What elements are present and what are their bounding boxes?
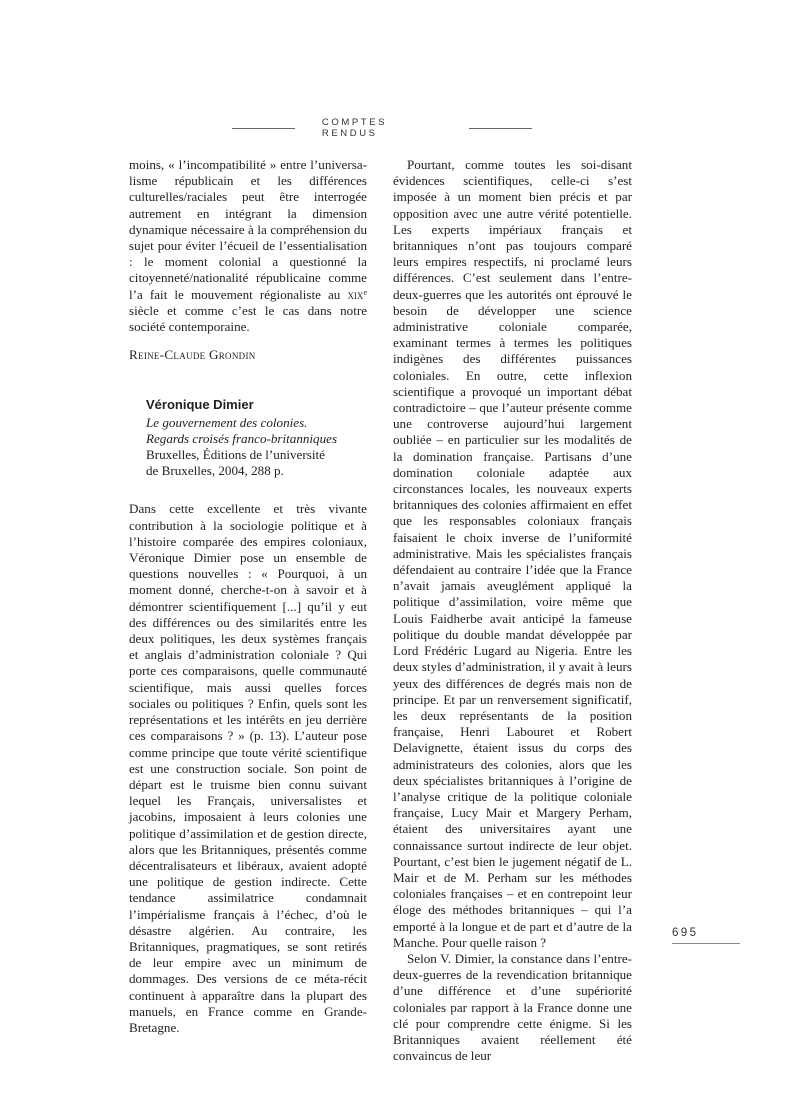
header-rule-right	[469, 128, 532, 129]
book-publisher-line: Bruxelles, Éditions de l’université	[146, 447, 325, 463]
paragraph: Pourtant, comme toutes les soi-disant évidences scientifiques, celle-ci s’est imposée à un moment bien précis et par opposition avec une autre vérité potentielle. Les experts impériaux français et britanniques n’ont pas toujours comparé leurs empires respectifs, ni proclamé leurs différences. C’est seulement dans l’entre-deux-guerres que les autorités ont éprouvé le besoin de développer une science administrative coloniale comparée, examinant termes à termes les politiques indigènes des différentes puissances coloniales. En outre, cette inflexion scientifique a provoqué un important débat contradictoire – que l’auteur présente comme une controverse aujourd’hui largement oubliée – en particulier sur les modalités de la domination française. Partisans d’une domination coloniale adaptée aux circonstances locales, les nouveaux experts britanniques des colonies affirmaient en effet que les responsables coloniaux français faisaient le choix inverse de l’uniformité administrative. Mais les spécialistes français défendaient au contraire l’idée que la France n’avait jamais aveuglément appliqué la politique d’assimilation, voire même que Louis Faidherbe avait anticipé la fameuse politique du double mandat développée par Lord Frédéric Lugard au Nigeria. Entre les deux styles d’administration, il y avait à leurs yeux des différences de degrés mais non de principe. Et par un renversement significatif, les deux représentants de la position française, Henri Labouret et Robert Delavignette, étaient issus du corps des administrateurs des colonies, alors que les deux spécialistes britanniques à l’origine de l’analyse critique de la politique coloniale française, Lucy Mair et Margery Perham, étaient des universitaires ayant une connaissance surtout indirecte de leur objet. Pourtant, c’est bien le jugement négatif de L. Mair et de M. Perham sur les méthodes coloniales françaises – et en contrepoint leur éloge des méthodes britanniques – qui l’a emporté à la longue et de part et d’autre de la Manche. Pour quelle raison ?	[393, 157, 632, 950]
text-run: siècle et comme c’est le cas dans notre société contemporaine.	[129, 302, 367, 335]
header-rule-left	[232, 128, 295, 129]
book-subtitle-line: Regards croisés franco-britanniques	[146, 430, 338, 446]
page-number-rule	[672, 943, 740, 944]
left-column	[129, 157, 367, 1036]
book-title-line: Le gouvernement des colonies.	[146, 414, 308, 430]
page-number-text: 695	[672, 927, 699, 939]
century-numeral: xix	[347, 286, 364, 302]
page-number	[672, 927, 740, 944]
superscript: e	[363, 287, 367, 297]
text-run: moins, « l’incompatibilité » entre l’universa-lisme républicain et les différences culturelles/raciales peut être interrogée autrement en intégrant la dimension dynamique nécessaire à la compréhension du sujet pour éviter l’écueil de l’essentialisation : le moment colonial a questionné la citoyenneté/nationalité républicaine comme l’a fait le mouvement régionaliste au	[129, 157, 367, 302]
book-reference	[146, 397, 367, 479]
reviewer-signature: Reine-Claude Grondin	[129, 347, 256, 363]
book-publisher-line: de Bruxelles, 2004, 288 p.	[146, 463, 284, 479]
section-title: COMPTES RENDUS	[321, 117, 388, 139]
running-header	[232, 117, 532, 139]
paragraph: Dans cette excellente et très vivante contribution à la sociologie politique et à l’histoire comparée des empires coloniaux, Véronique Dimier pose un ensemble de questions nouvelles : « Pourquoi, à un moment donné, cherche-t-on à savoir et à démontrer scientifiquement [...] qu’il y eut des différences ou des similarités entre les deux politiques, les deux systèmes français et anglais d’administration coloniale ? Qui porte ces comparaisons, quelle communauté scientifique, mais aussi quelles forces sociales ou politiques ? Enfin, quels sont les représentations et les intérêts en jeu derrière ces comparaisons ? » (p. 13). L’auteur pose comme principe que toute vérité scientifique est une construction sociale. Son point de départ est le truisme bien connu suivant lequel les Français, universalistes et jacobins, imposaient à leurs colonies une politique d’assimilation et de gestion directe, alors que les Britanniques, présentés comme décentralisateurs et libéraux, avaient adopté une politique de gestion indirecte. Cette tendance assimilatrice condamnait l’impérialisme français à l’échec, d’où le désastre algérien. Au contraire, les Britanniques, pragmatiques, se sont retirés de leur empire avec un minimum de dommages. Des versions de ce méta-récit continuent à apparaître dans la plupart des manuels, en France comme en Grande-Bretagne.	[129, 501, 367, 1035]
book-author: Véronique Dimier	[146, 397, 254, 413]
paragraph	[129, 157, 367, 335]
right-column	[393, 157, 632, 1064]
paragraph: Selon V. Dimier, la constance dans l’entre-deux-guerres de la revendication britannique d’une différence et d’une supériorité coloniales par rapport à la France donne une clé pour comprendre cette énigme. Si les Britanniques avaient réellement été convaincus de leur	[393, 950, 632, 1064]
